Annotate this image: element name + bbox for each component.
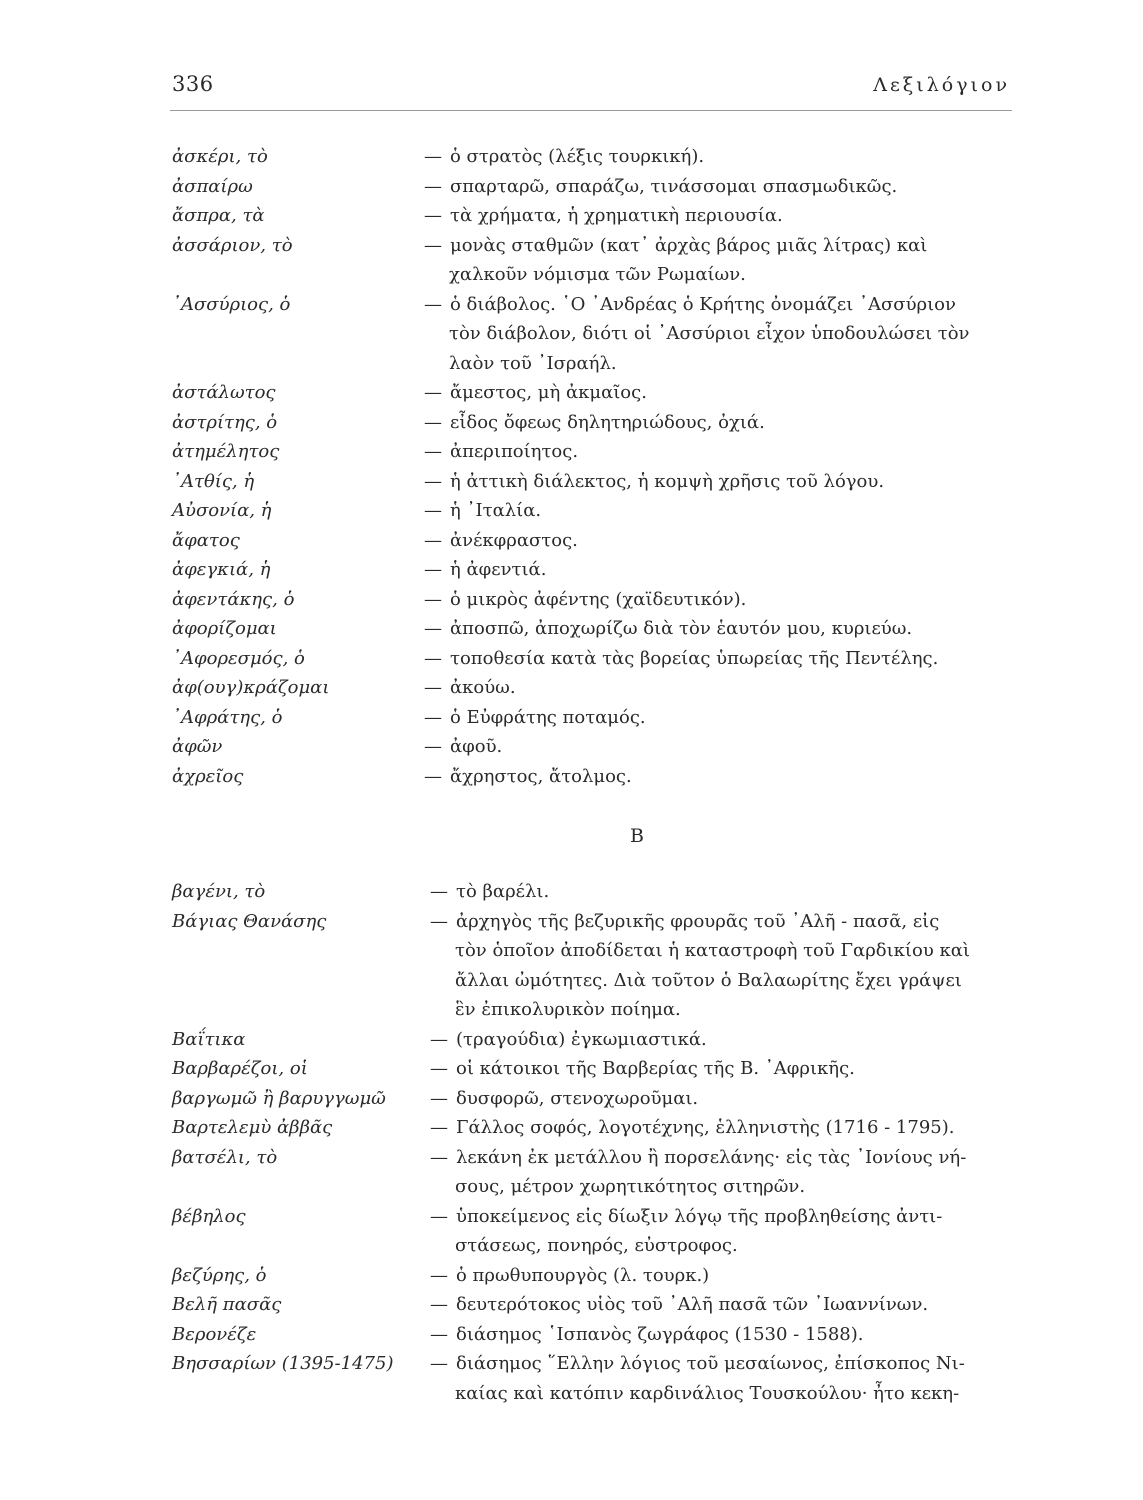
glossary-entry — [172, 907, 1012, 1025]
definition-dash: — — [430, 1058, 448, 1079]
entry-headword: ᾿Αφράτης, ὁ — [172, 706, 283, 728]
definition-dash: — — [424, 441, 442, 462]
definition-dash: — — [430, 1353, 448, 1374]
entry-definition — [430, 1320, 1012, 1350]
entry-headword: Αὐσονία, ἡ — [172, 500, 272, 521]
glossary-entry — [172, 1261, 1012, 1291]
glossary-entry — [172, 1290, 1012, 1320]
definition-dash: — — [424, 736, 442, 757]
definition-line: διάσημος ῞Ελλην λόγιος τοῦ μεσαίωνος, ἐπίσκοπος Νι- — [456, 1353, 965, 1374]
definition-line: σπαρταρῶ, σπαράζω, τινάσσομαι σπασμωδικῶς. — [450, 175, 898, 197]
definition-line: Γάλλος σοφός, λογοτέχνης, ἑλληνιστὴς (1716 - 1795). — [456, 1117, 955, 1138]
definition-line: ἀφοῦ. — [450, 736, 503, 757]
definition-dash: — — [430, 1264, 448, 1286]
entry-definition — [424, 673, 1012, 703]
entry-headword: ἀχρεῖος — [172, 765, 244, 787]
definition-dash: — — [424, 559, 442, 580]
definition-dash: — — [430, 881, 448, 902]
entry-definition — [430, 1113, 1012, 1143]
entry-definition — [424, 526, 1012, 556]
entry-definition — [424, 614, 1012, 644]
entry-definition — [424, 496, 1012, 526]
definition-dash: — — [430, 1205, 448, 1227]
entry-definition — [430, 1349, 1012, 1408]
definition-continuation-line: ἓν ἐπικολυρικὸν ποίημα. — [455, 999, 681, 1020]
entry-headword: ἀτημέλητος — [172, 441, 280, 462]
definition-line: τοποθεσία κατὰ τὰς βορείας ὑπωρείας τῆς Πεντέλης. — [450, 647, 939, 669]
entry-definition — [424, 585, 1012, 615]
entry-definition — [430, 907, 1012, 1025]
definition-dash: — — [430, 1294, 448, 1315]
entry-headword: ἀσκέρι, τὸ — [172, 146, 268, 167]
definition-dash: — — [430, 1117, 448, 1138]
definition-line: ἡ ἀττικὴ διάλεκτος, ἡ κομψὴ χρῆσις τοῦ λόγου. — [450, 470, 885, 492]
definition-dash: — — [424, 293, 442, 315]
definition-line: ἡ ἀφεντιά. — [450, 559, 547, 580]
entry-headword: ᾿Ατθίς, ἡ — [172, 470, 255, 492]
glossary-entry — [172, 614, 1012, 644]
definition-continuation-line: χαλκοῦν νόμισμα τῶν Ρωμαίων. — [449, 264, 746, 285]
entry-definition — [424, 290, 1012, 379]
definition-dash: — — [424, 500, 442, 521]
definition-line: δυσφορῶ, στενοχωροῦμαι. — [456, 1087, 699, 1109]
entry-headword: βαργωμῶ ἢ βαρυγγωμῶ — [172, 1087, 386, 1109]
glossary-entry — [172, 496, 1012, 526]
definition-dash: — — [430, 910, 448, 932]
entry-definition — [430, 1084, 1012, 1114]
entry-headword: Βαρβαρέζοι, οἱ — [172, 1058, 308, 1079]
entry-headword: ἄφατος — [172, 529, 240, 551]
page-number: 336 — [172, 72, 214, 96]
glossary-entry — [172, 762, 1012, 792]
definition-line: ἄμεστος, μὴ ἀκμαῖος. — [450, 382, 647, 403]
glossary-section — [172, 825, 1012, 1408]
entry-headword: ἀφ(ουγ)κράζομαι — [172, 677, 330, 698]
entry-headword: ᾿Αφορεσμός, ὁ — [172, 647, 305, 669]
entry-headword: ἀσπαίρω — [172, 175, 253, 197]
entry-definition — [424, 762, 1012, 792]
definition-line: ἡ ᾿Ιταλία. — [450, 500, 542, 521]
entry-definition — [430, 1143, 1012, 1202]
glossary-entry — [172, 378, 1012, 408]
entry-headword: βέβηλος — [172, 1205, 246, 1227]
glossary-entry — [172, 1143, 1012, 1202]
definition-dash: — — [424, 706, 442, 728]
entry-headword: βαγένι, τὸ — [172, 881, 266, 902]
glossary-entry — [172, 408, 1012, 438]
glossary-entry — [172, 467, 1012, 497]
definition-dash: — — [424, 411, 442, 433]
definition-dash: — — [424, 205, 442, 226]
definition-dash: — — [424, 234, 442, 256]
entry-definition — [430, 1025, 1012, 1055]
definition-dash: — — [430, 1028, 448, 1050]
definition-line: οἱ κάτοικοι τῆς Βαρβερίας τῆς Β. ᾿Αφρικῆς. — [456, 1058, 855, 1079]
entry-headword: ἀστρίτης, ὁ — [172, 411, 278, 433]
entry-definition — [424, 142, 1012, 172]
entry-headword: Βερονέζε — [172, 1323, 257, 1345]
definition-line: τὸ βαρέλι. — [456, 881, 550, 902]
glossary-entry — [172, 290, 1012, 379]
entry-definition — [424, 378, 1012, 408]
definition-line: (τραγούδια) ἐγκωμιαστικά. — [456, 1028, 707, 1050]
entry-definition — [424, 732, 1012, 762]
entry-headword: Βελῆ πασᾶς — [172, 1294, 282, 1315]
entry-definition — [424, 644, 1012, 674]
glossary-entry — [172, 172, 1012, 202]
definition-line: ἀκούω. — [450, 677, 516, 698]
entry-definition — [424, 437, 1012, 467]
header-rule — [170, 110, 1012, 111]
running-head: Λεξιλόγιον — [873, 74, 1010, 96]
entry-headword: Βαΐτικα — [172, 1028, 246, 1050]
definition-line: δευτερότοκος υἱὸς τοῦ ᾿Αλῆ πασᾶ τῶν ᾿Ιωαννίνων. — [456, 1294, 929, 1315]
section-letter: Β — [630, 825, 644, 847]
entry-headword: ἀστάλωτος — [172, 382, 276, 403]
entry-definition — [424, 231, 1012, 290]
glossary-entry — [172, 732, 1012, 762]
glossary-entry — [172, 231, 1012, 290]
entry-definition — [430, 1290, 1012, 1320]
definition-dash: — — [424, 765, 442, 787]
glossary-entry — [172, 877, 1012, 907]
definition-line: μονὰς σταθμῶν (κατ᾿ ἀρχὰς βάρος μιᾶς λίτρας) καὶ — [450, 234, 928, 256]
definition-line: ὁ Εὐφράτης ποταμός. — [450, 706, 646, 728]
definition-line: διάσημος ῾Ισπανὸς ζωγράφος (1530 - 1588). — [456, 1323, 864, 1345]
entry-headword: Βάγιας Θανάσης — [172, 910, 327, 932]
definition-continuation-line: καίας καὶ κατόπιν καρδινάλιος Τουσκούλου· ἦτο κεκη- — [455, 1382, 960, 1404]
definition-line: λεκάνη ἐκ μετάλλου ἢ πορσελάνης· εἰς τὰς ᾿Ιονίους νή- — [456, 1146, 967, 1168]
entry-headword: Βαρτελεμὺ ἀββᾶς — [172, 1117, 333, 1138]
definition-dash: — — [424, 647, 442, 669]
entry-definition — [424, 201, 1012, 231]
definition-dash: — — [424, 618, 442, 639]
entry-headword: ἀσσάριον, τὸ — [172, 234, 293, 256]
entry-headword: Βησσαρίων (1395-1475) — [172, 1353, 394, 1374]
entry-headword: ἀφῶν — [172, 736, 223, 757]
definition-continuation-line: ἄλλαι ὠμότητες. Διὰ τοῦτον ὁ Βαλαωρίτης ἔχει γράψει — [455, 969, 962, 991]
entry-definition — [430, 1054, 1012, 1084]
definition-line: ὁ διάβολος. ῾Ο ᾿Ανδρέας ὁ Κρήτης ὀνομάζει ᾿Ασσύριον — [450, 293, 956, 315]
definition-line: ἀπεριποίητος. — [450, 441, 579, 462]
glossary-entry — [172, 703, 1012, 733]
definition-line: ἀνέκφραστος. — [450, 529, 578, 551]
entry-definition — [430, 1202, 1012, 1261]
entry-headword: ἀφεντάκης, ὁ — [172, 588, 295, 610]
definition-line: ἄχρηστος, ἄτολμος. — [450, 765, 632, 787]
glossary-entry — [172, 1084, 1012, 1114]
entry-definition — [424, 467, 1012, 497]
glossary-entry — [172, 1202, 1012, 1261]
glossary-entry — [172, 1025, 1012, 1055]
glossary-entry — [172, 1320, 1012, 1350]
glossary-entry — [172, 1113, 1012, 1143]
definition-continuation-line: στάσεως, πονηρός, εὐστροφος. — [455, 1235, 738, 1256]
definition-line: ὁ στρατὸς (λέξις τουρκική). — [450, 146, 705, 167]
definition-dash: — — [424, 588, 442, 610]
entry-headword: βατσέλι, τὸ — [172, 1146, 278, 1168]
definition-line: ἀρχηγὸς τῆς βεζυρικῆς φρουρᾶς τοῦ ᾿Αλῆ - πασᾶ, εἰς — [456, 910, 940, 932]
definition-dash: — — [424, 146, 442, 167]
glossary-entry — [172, 1349, 1012, 1408]
glossary-entry — [172, 526, 1012, 556]
definition-dash: — — [424, 677, 442, 698]
definition-dash: — — [430, 1146, 448, 1168]
entry-headword: ἄσπρα, τὰ — [172, 205, 265, 226]
entry-headword: βεζύρης, ὁ — [172, 1264, 267, 1286]
definition-line: τὰ χρήματα, ἡ χρηματικὴ περιουσία. — [450, 205, 783, 226]
glossary-entry — [172, 555, 1012, 585]
glossary-entry — [172, 585, 1012, 615]
glossary-entry — [172, 201, 1012, 231]
entry-definition — [424, 555, 1012, 585]
glossary-entry — [172, 142, 1012, 172]
glossary-entry — [172, 644, 1012, 674]
definition-dash: — — [424, 470, 442, 492]
definition-line: εἶδος ὄφεως δηλητηριώδους, ὀχιά. — [450, 411, 765, 433]
definition-dash: — — [430, 1323, 448, 1345]
definition-continuation-line: τὸν ὁποῖον ἀποδίδεται ἡ καταστροφὴ τοῦ Γαρδικίου καὶ — [455, 940, 970, 961]
glossary-entry — [172, 673, 1012, 703]
definition-line: ὁ μικρὸς ἀφέντης (χαϊδευτικόν). — [450, 588, 747, 610]
definition-continuation-line: λαὸν τοῦ ᾿Ισραήλ. — [449, 352, 617, 374]
definition-dash: — — [424, 529, 442, 551]
glossary-entry — [172, 1054, 1012, 1084]
definition-line: ἀποσπῶ, ἀποχωρίζω διὰ τὸν ἑαυτόν μου, κυριεύω. — [450, 618, 913, 639]
entry-definition — [424, 172, 1012, 202]
entry-headword: ᾿Ασσύριος, ὁ — [172, 293, 291, 315]
entry-headword: ἀφορίζομαι — [172, 618, 277, 639]
entry-definition — [430, 1261, 1012, 1291]
glossary-entries — [172, 142, 1012, 1408]
definition-continuation-line: τὸν διάβολον, διότι οἱ ᾿Ασσύριοι εἶχον ὑποδουλώσει τὸν — [449, 323, 970, 344]
glossary-entry — [172, 437, 1012, 467]
definition-continuation-line: σους, μέτρον χωρητικότητος σιτηρῶν. — [455, 1176, 806, 1197]
definition-dash: — — [430, 1087, 448, 1109]
entry-definition — [430, 877, 1012, 907]
definition-dash: — — [424, 382, 442, 403]
glossary-section — [172, 142, 1012, 791]
entry-definition — [424, 703, 1012, 733]
definition-line: ὑποκείμενος εἰς δίωξιν λόγῳ τῆς προβληθείσης ἀντι- — [456, 1205, 943, 1227]
definition-dash: — — [424, 175, 442, 197]
entry-headword: ἀφεγκιά, ἡ — [172, 559, 271, 580]
entry-definition — [424, 408, 1012, 438]
definition-line: ὁ πρωθυπουργὸς (λ. τουρκ.) — [456, 1264, 710, 1286]
